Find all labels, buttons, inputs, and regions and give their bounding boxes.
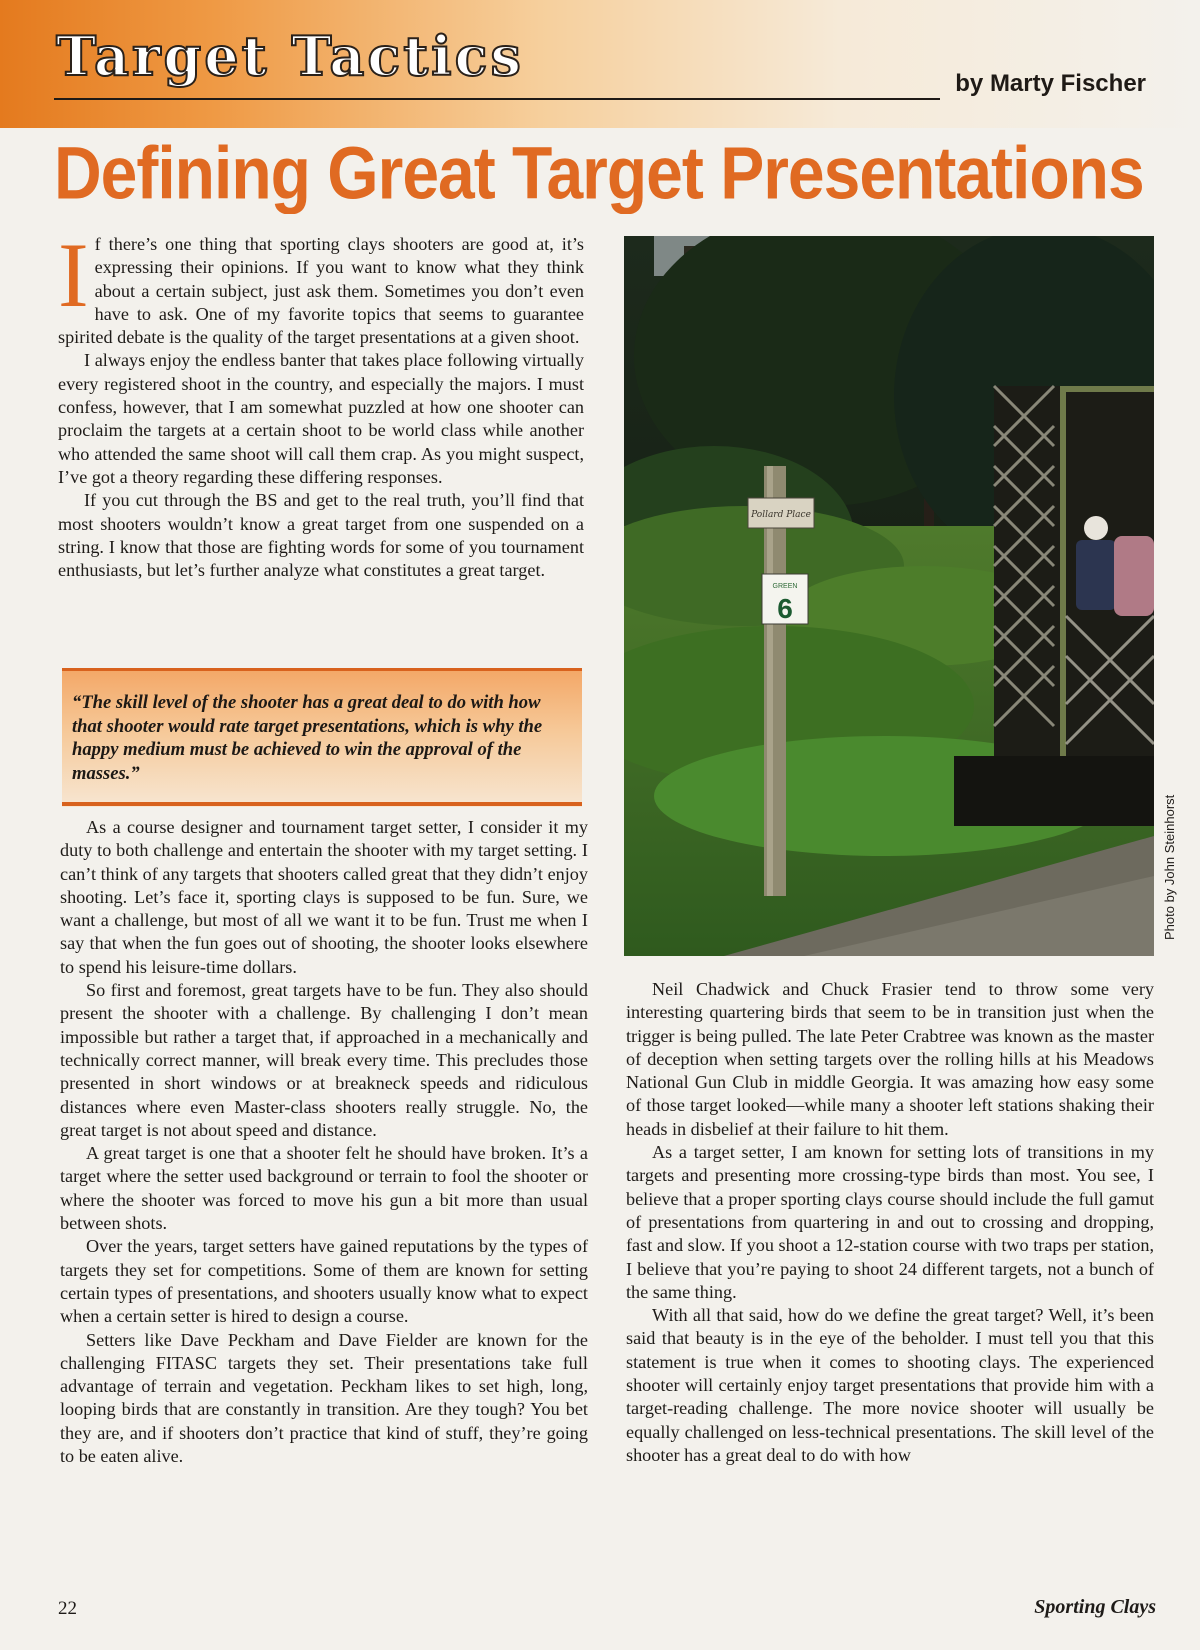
header-rule xyxy=(54,98,940,100)
article-paragraph: Setters like Dave Peckham and Dave Fielder are known for the challenging FITASC targets they set. Their presentations take full advantage of terrain and vegetation. Peckham likes to set high, long, looping birds that are constantly in transition. Are they tough? You bet they are, and if shooters don’t practice that kind of stuff, they’re going to be eaten alive. xyxy=(60,1329,588,1467)
article-paragraph: Neil Chadwick and Chuck Frasier tend to throw some very interesting quartering birds that seem to be in transition just when the trigger is being pulled. The late Peter Crabtree was known as the master of deception when setting targets over the rolling hills at his Meadows National Gun Club in middle Georgia. It was amazing how easy some of those target looked—while many a shooter left stations shaking their heads in disbelief at their failure to hit them. xyxy=(626,979,1154,1139)
byline: by Marty Fischer xyxy=(955,70,1146,97)
shooting-station-photo xyxy=(624,236,1154,956)
post-sign-text: Pollard Place xyxy=(751,510,811,520)
drop-cap: I xyxy=(58,224,89,326)
article-paragraph: So first and foremost, great targets have to be fun. They also should present the shooter with a challenge. By challenging I don’t mean impossible but rather a target that, if approached in a mechanically and technically correct manner, will break every time. This precludes those presented in short windows or at breakneck speeds and ridiculous distances where even Master-class shooters really struggle. No, the great target is not about speed and distance. xyxy=(60,980,588,1140)
article-column-right xyxy=(626,978,1154,1467)
article-paragraph: Over the years, target setters have gained reputations by the types of targets they set for competitions. Some of them are known for setting certain types of presentations, and shooters usually know what to expect when a certain setter is hired to design a course. xyxy=(60,1236,588,1327)
station-sign xyxy=(762,574,808,624)
article-paragraph: f there’s one thing that sporting clays shooters are good at, it’s expressing their opinions. If you want to know what they think about a certain subject, just ask them. Sometimes you don’t even have to ask. One of my favorite topics that seems to guarantee spirited debate is the quality of the target presentations at a given shoot. xyxy=(58,234,584,348)
pull-quote-text: “The skill level of the shooter has a great deal to do with how that shooter would rate target presentations, which is why the happy medium must be achieved to win the approval of the masses.” xyxy=(72,692,543,784)
article-paragraph: I always enjoy the endless banter that takes place following virtually every registered shoot in the country, and especially the majors. I must confess, however, that I am somewhat puzzled at how one shooter can proclaim the targets at a certain shoot to be world class while another who attended the same shoot will call them crap. As you might suspect, I’ve got a theory regarding these differing responses. xyxy=(58,350,584,487)
magazine-name: Sporting Clays xyxy=(1034,1596,1156,1618)
article-column-left-top xyxy=(58,224,584,582)
article-column-left-bottom xyxy=(60,816,588,1468)
pull-quote-rule xyxy=(62,802,582,806)
wooden-post xyxy=(764,466,786,896)
station-sign-label: GREEN xyxy=(772,583,798,590)
article-paragraph: As a course designer and tournament target setter, I consider it my duty to both challenge and entertain the shooter with my target setting. I can’t think of any targets that shooters called great that they didn’t enjoy shooting. Let’s face it, sporting clays is supposed to be fun. Sure, we want a challenge, but most of all we want it to be fun. Trust me when I say that when the fun goes out of shooting, the shooter looks elsewhere to spend his leisure-time dollars. xyxy=(60,817,588,977)
article-paragraph: With all that said, how do we define the great target? Well, it’s been said that beauty is in the eye of the beholder. I must tell you that this statement is true when it comes to shooting clays. The experienced shooter will certainly enjoy target presentations that provide him with a target-reading challenge. The more novice shooter will usually be equally challenged on less-technical presentations. The skill level of the shooter has a great deal to do with how xyxy=(626,1305,1154,1465)
post-sign xyxy=(748,498,814,528)
station-number: 6 xyxy=(777,593,793,624)
article-paragraph: If you cut through the BS and get to the real truth, you’ll find that most shooters wouldn’t know a great target from one suspended on a string. I know that those are fighting words for some of you tournament enthusiasts, but let’s further analyze what constitutes a great target. xyxy=(58,490,584,581)
pull-quote xyxy=(62,668,582,807)
photo-credit: Photo by John Steinhorst xyxy=(1162,794,1177,940)
article-paragraph: A great target is one that a shooter felt he should have broken. It’s a target where the setter used background or terrain to fool the shooter or where the shooter was forced to move his gun a bit more than usual between shots. xyxy=(60,1143,588,1234)
article-paragraph: As a target setter, I am known for setting lots of transitions in my targets and presenting more crossing-type birds than most. You see, I believe that a proper sporting clays course should include the full gamut of presentations from quartering in and out to crossing and dropping, fast and slow. If you shoot a 12-station course with two traps per station, I believe that you’re paying to shoot 24 different targets, not a bunch of the same thing. xyxy=(626,1142,1154,1302)
page-number: 22 xyxy=(58,1598,77,1619)
article-headline: Defining Great Target Presentations xyxy=(54,131,1144,214)
section-title: Target Tactics xyxy=(56,24,524,88)
